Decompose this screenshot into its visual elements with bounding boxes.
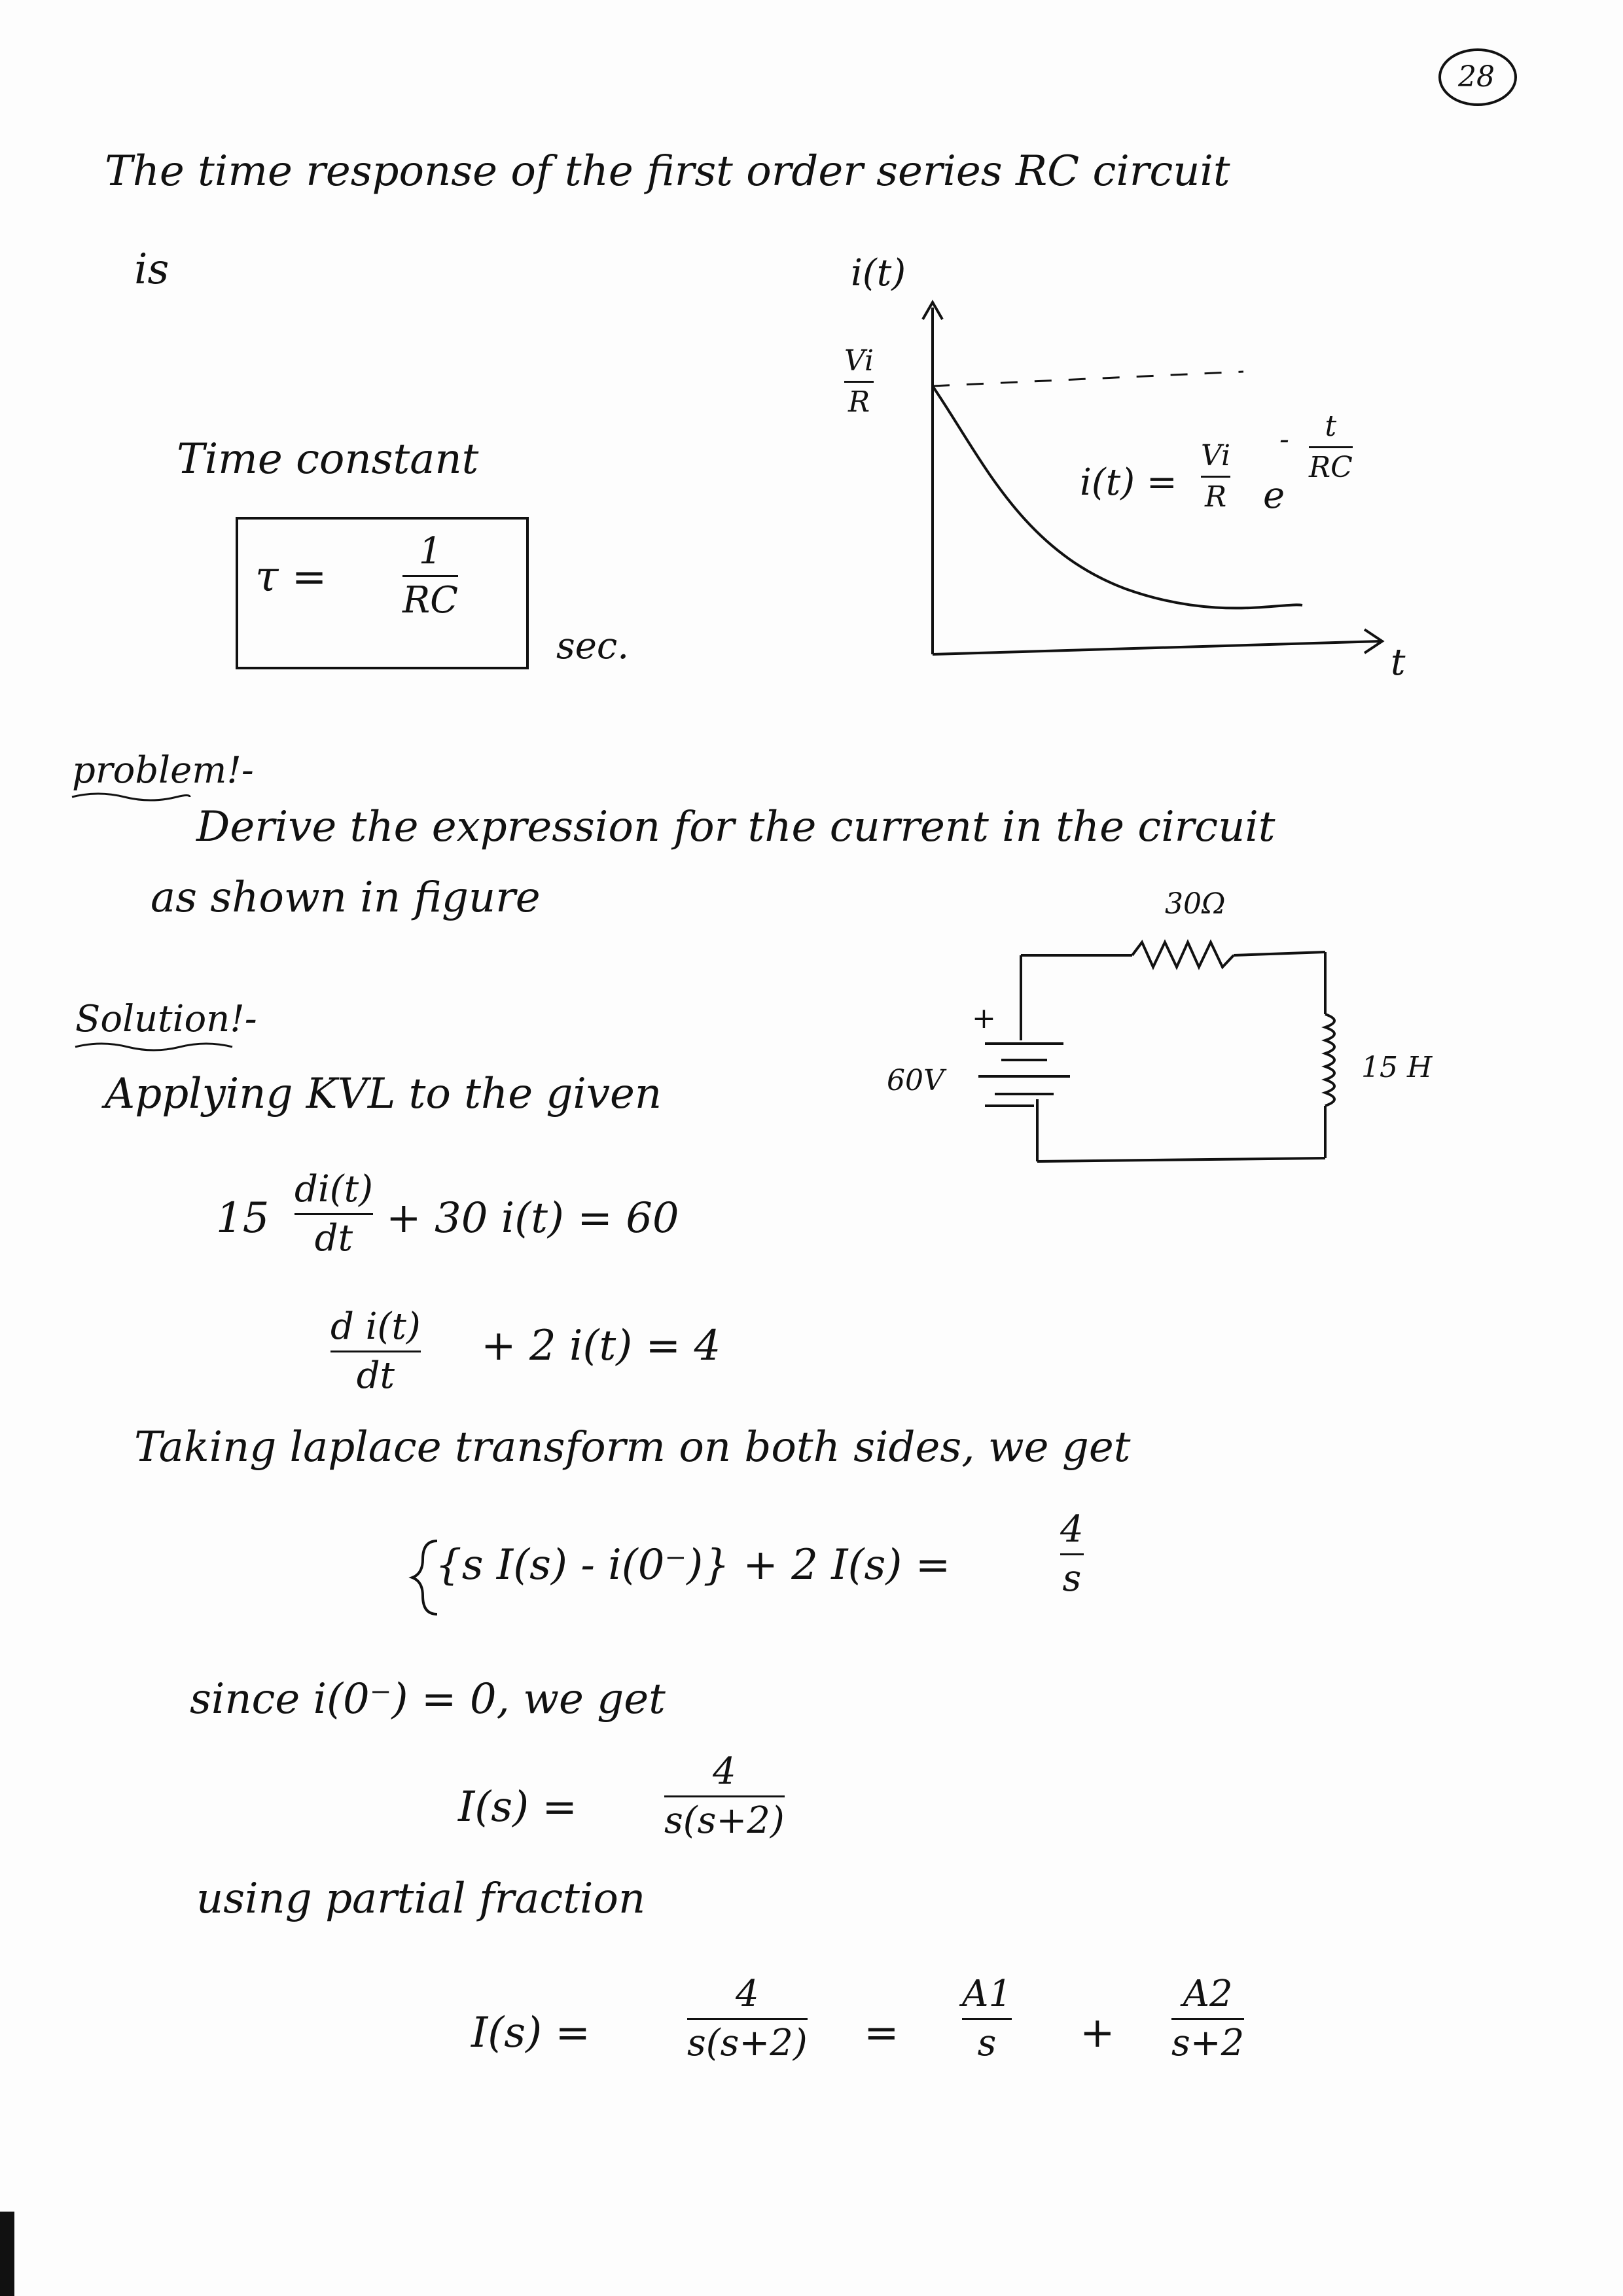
source-label: 60V: [887, 1064, 944, 1097]
eq2-fraction: [330, 1305, 421, 1397]
eq1-rest: + 30 i(t) = 60: [386, 1194, 679, 1243]
eq2-den: dt: [356, 1354, 395, 1397]
eq5-num: 4: [736, 1973, 759, 2015]
eq2-bar: [330, 1351, 421, 1352]
eq1-num: di(t): [294, 1168, 373, 1210]
eq4-lhs: I(s) =: [458, 1783, 578, 1831]
resistor-zigzag: [1132, 942, 1234, 967]
eq5-fraction: [687, 1973, 808, 2064]
a1-fraction: [962, 1973, 1012, 2064]
graph-y-axis-label: i(t): [851, 252, 906, 294]
eq1-bar: [294, 1213, 373, 1215]
solution-label: Solution!-: [75, 998, 257, 1040]
graph-formula-e: e: [1263, 474, 1285, 517]
problem-label: problem!-: [72, 749, 254, 792]
a2-fraction: [1171, 1973, 1245, 2064]
page-edge-shadow: [0, 2212, 14, 2296]
time-constant-bar: [402, 575, 458, 577]
inductor-label: 15 H: [1361, 1051, 1433, 1084]
time-constant-unit: sec.: [556, 625, 630, 667]
problem-line-2: as shown in figure: [151, 874, 541, 922]
inductor-coil: [1325, 1014, 1334, 1106]
eq3: {s I(s) - i(0⁻)} + 2 I(s) =: [435, 1541, 951, 1589]
problem-line-1: Derive the expression for the current in the circuit: [196, 803, 1275, 851]
eq3-den: s: [1062, 1557, 1082, 1600]
laplace-line: Taking laplace transform on both sides, we get: [134, 1423, 1131, 1472]
eq3-fraction: [1060, 1508, 1084, 1600]
partial-fraction-line: using partial fraction: [196, 1875, 646, 1923]
eq2-num: d i(t): [330, 1305, 421, 1348]
graph-y0-bar: [844, 381, 874, 383]
eq3-num: 4: [1060, 1508, 1084, 1551]
a1-bar: [962, 2018, 1012, 2020]
tau-symbol: τ =: [255, 553, 327, 601]
graph-exp-bar: [1309, 446, 1353, 448]
a2-bar: [1171, 2018, 1244, 2020]
kvl-line: Applying KVL to the given: [105, 1070, 662, 1118]
eq5-bar: [687, 2018, 808, 2020]
graph-formula-bar: [1201, 476, 1230, 478]
partial-plus: +: [1080, 2009, 1115, 2057]
circuit-top-right-wire: [1234, 952, 1325, 955]
intro-line-2: is: [134, 245, 169, 294]
page-number: 28: [1458, 60, 1495, 94]
eq3-left-brace: [412, 1541, 437, 1614]
a2-den: s+2: [1171, 2022, 1245, 2064]
time-constant-den: RC: [402, 579, 459, 622]
time-constant-fraction: [402, 530, 459, 622]
eq2-rest: + 2 i(t) = 4: [481, 1322, 721, 1370]
eq4-num: 4: [713, 1750, 736, 1793]
a1-den: s: [977, 2022, 997, 2064]
source-plus-sign: +: [972, 1002, 996, 1035]
resistor-label: 30Ω: [1165, 887, 1226, 921]
graph-formula-lhs: i(t) =: [1080, 461, 1177, 504]
graph-y0-den: R: [847, 385, 870, 419]
circuit-bottom-wire: [1037, 1158, 1325, 1161]
eq4-den: s(s+2): [664, 1799, 785, 1842]
eq1-den: dt: [314, 1217, 353, 1260]
graph-dashed-asymptote: [933, 372, 1243, 386]
graph-formula-num: Vi: [1201, 439, 1231, 472]
graph-formula-fraction: [1201, 439, 1231, 514]
graph-exp-sign: -: [1279, 423, 1289, 456]
graph-formula-den: R: [1204, 480, 1227, 514]
problem-underline: [72, 794, 190, 800]
graph-exp-num: t: [1325, 410, 1337, 443]
eq5-lhs: I(s) =: [471, 2009, 591, 2057]
graph-exp-den: RC: [1309, 451, 1353, 484]
eq3-bar: [1060, 1553, 1084, 1555]
eq4-fraction: [664, 1750, 785, 1842]
time-constant-num: 1: [418, 530, 442, 573]
solution-underline: [75, 1044, 232, 1050]
since-line: since i(0⁻) = 0, we get: [190, 1675, 666, 1723]
graph-y0-fraction: [844, 344, 874, 419]
eq5-equals: =: [864, 2009, 899, 2057]
a1-num: A1: [962, 1973, 1012, 2015]
a2-num: A2: [1183, 1973, 1233, 2015]
eq1-coefficient: 15: [216, 1194, 270, 1243]
intro-line-1: The time response of the first order series RC circuit: [105, 147, 1230, 196]
graph-x-axis-label: t: [1391, 641, 1406, 684]
eq4-bar: [664, 1795, 785, 1797]
time-constant-heading: Time constant: [177, 435, 479, 484]
graph-exponent-fraction: [1309, 412, 1353, 482]
graph-x-axis: [933, 641, 1381, 654]
eq5-den: s(s+2): [687, 2022, 808, 2064]
graph-y0-num: Vi: [844, 344, 874, 378]
eq1-fraction: [294, 1168, 373, 1260]
